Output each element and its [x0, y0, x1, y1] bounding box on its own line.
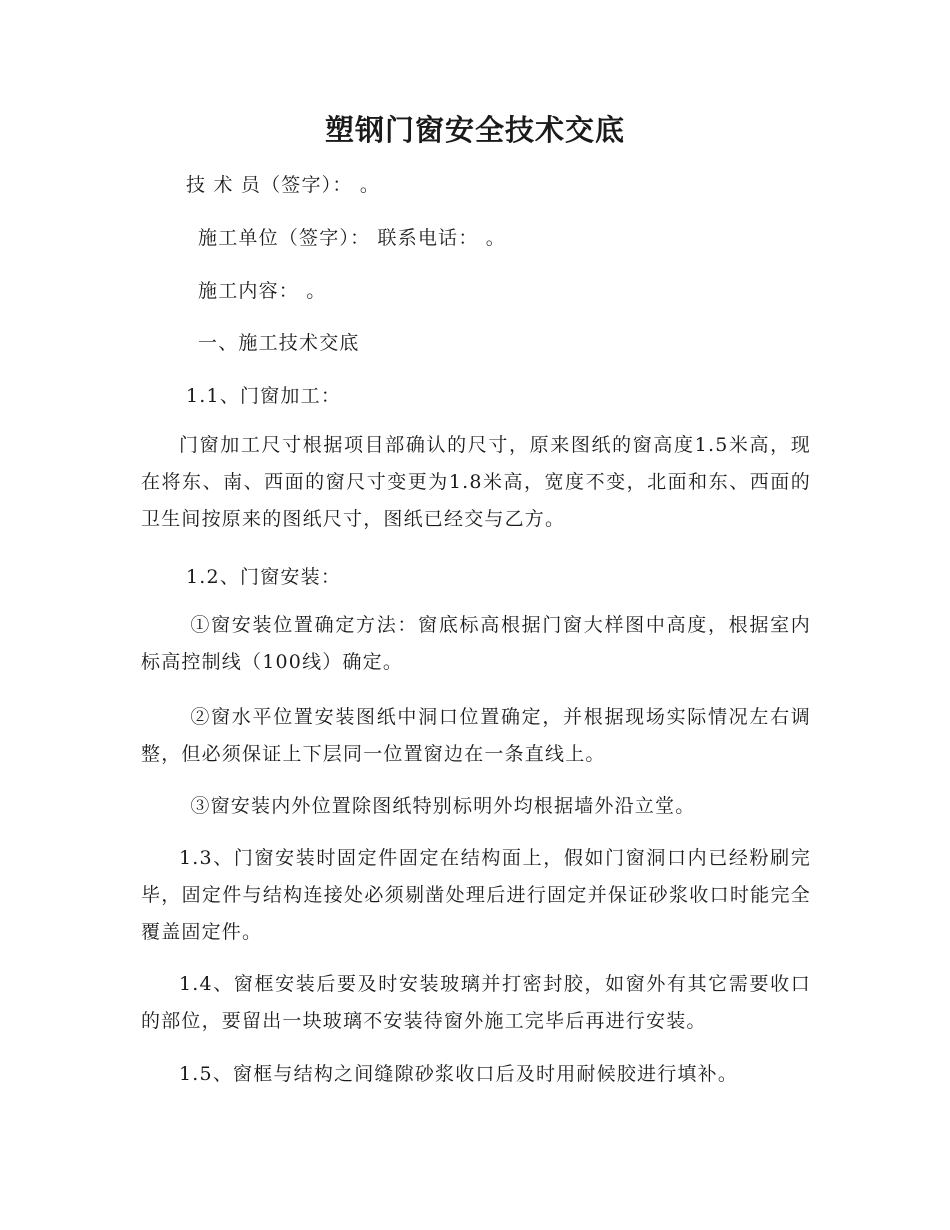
- paragraph-1-2-b: ②窗水平位置安装图纸中洞口位置确定，并根据现场实际情况左右调整，但必须保证上下层同一位置窗边在一条直线上。: [141, 706, 811, 765]
- document-title: 塑钢门窗安全技术交底: [324, 113, 625, 147]
- item-heading-1-1: 1.1、门窗加工：: [186, 385, 342, 407]
- construction-content-line: 施工内容： 。: [198, 280, 327, 302]
- section-heading-1: 一、施工技术交底: [198, 332, 360, 354]
- paragraph-1-1: 门窗加工尺寸根据项目部确认的尺寸，原来图纸的窗高度1.5米高，现在将东、南、西面的窗尺寸变更为1.8米高，宽度不变，北面和东、西面的卫生间按原来的图纸尺寸，图纸已经交与乙方。: [141, 434, 811, 530]
- paragraph-1-2-c: ③窗安装内外位置除图纸特别标明外均根据墙外沿立堂。: [190, 795, 696, 817]
- construction-unit-line: 施工单位（签字）： 联系电话： 。: [198, 227, 506, 249]
- item-heading-1-2: 1.2、门窗安装：: [186, 566, 342, 588]
- paragraph-1-3: 1.3、门窗安装时固定件固定在结构面上，假如门窗洞口内已经粉刷完毕，固定件与结构连接处必须剔凿处理后进行固定并保证砂浆收口时能完全覆盖固定件。: [141, 847, 811, 943]
- paragraph-1-4: 1.4、窗框安装后要及时安装玻璃并打密封胶，如窗外有其它需要收口的部位，要留出一块玻璃不安装待窗外施工完毕后再进行安装。: [141, 973, 811, 1032]
- paragraph-1-5: 1.5、窗框与结构之间缝隙砂浆收口后及时用耐候胶进行填补。: [179, 1063, 739, 1085]
- technician-signature-line: 技 术 员（签字）： 。: [186, 174, 381, 196]
- paragraph-1-2-a: ①窗安装位置确定方法：窗底标高根据门窗大样图中高度，根据室内标高控制线（100线）确定。: [141, 614, 811, 673]
